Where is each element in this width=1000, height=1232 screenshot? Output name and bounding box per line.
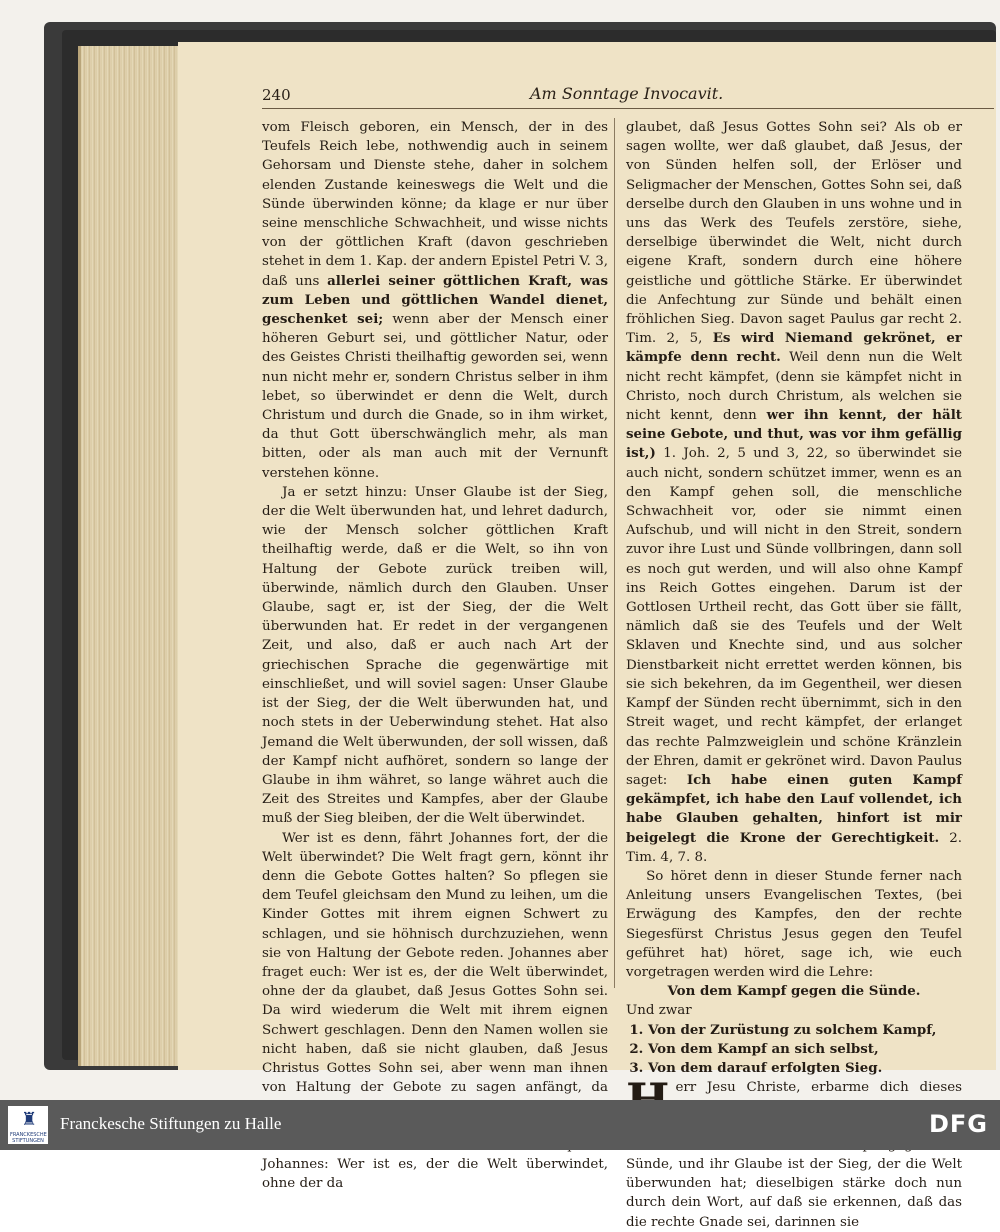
- sermon-outline: [626, 1021, 962, 1079]
- text-run: Weil denn nun die Welt nicht recht kämpfet, (denn sie kämpfet nicht in Christo, noch durch Christum, als welchen sie nicht kennt, denn: [626, 350, 962, 424]
- right-paragraph-1: [626, 118, 962, 867]
- page-edges: [78, 46, 185, 1066]
- section-heading: Von dem Kampf gegen die Sünde.: [667, 983, 921, 1000]
- left-paragraph-1: [262, 118, 608, 483]
- running-title: Am Sonntage Invocavit.: [530, 84, 724, 103]
- text-run: glaubet, daß Jesus Gottes Sohn sei? Als ob er sagen wollte, wer daß glaubet, daß Jesus, der von Sünden helfen soll, der Erlöser und Seligmacher der Menschen, Gottes Sohn sei, daß derselbe durch den Glauben in uns wohne und in uns das Werk des Teufels zerstöre, siehe, derselbige überwindet die Welt, nicht durch eigene Kraft, sondern durch eine höhere geistliche und göttliche Stärke. Er überwindet die Anfechtung zur Sünde und behält einen fröhlichen Sieg. Davon saget Paulus gar recht 2. Tim. 2, 5,: [626, 120, 962, 347]
- emphasis-run: Es wird Niemand gekrönet, er kämpfe denn recht.: [626, 330, 962, 366]
- footer-bar: [0, 1100, 1000, 1150]
- building-icon: ♜: [21, 1109, 38, 1130]
- page-number: 240: [262, 86, 291, 104]
- outline-item: 3. Von dem darauf erfolgten Sieg.: [648, 1059, 962, 1078]
- header-rule: [262, 108, 994, 109]
- text-run: 1. Joh. 2, 5 und 3, 22, so überwindet sie auch nicht, sondern schützet immer, wenn es an den Kampf gehen soll, die menschliche Schwachheit vor, oder sie nimmt einen Aufschub, und will nicht in den Streit, sondern zuvor ihre Lust und Sünde vollbringen, dann soll es noch gut werden, und will also ohne Kampf ins Reich Gottes eingehen. Darum ist der Gottlosen Urtheil recht, das Gott über sie fällt, nämlich daß sie des Teufels und der Welt Sklaven und Knechte sind, und aus solcher Dienstbarkeit nicht errettet werden können, bis sie sich bekehren, da im Gegentheil, wer diesen Kampf der Sünden recht übernimmt, sich in den Streit waget, und recht kämpfet, der erlanget das rechte Palmzweiglein und schöne Kränzlein der Ehren, damit er gekrönet wird. Davon Paulus saget:: [626, 446, 962, 788]
- text-run: 2. Tim. 4, 7. 8.: [626, 830, 962, 865]
- outline-item: 2. Von dem Kampf an sich selbst,: [648, 1040, 962, 1059]
- institution-logo[interactable]: [8, 1106, 48, 1144]
- outline-item: 1. Von der Zurüstung zu solchem Kampf,: [648, 1021, 962, 1040]
- text-run: vom Fleisch geboren, ein Mensch, der in des Teufels Reich lebe, nothwendig auch in seinem Gehorsam und Dienste stehe, daher in solchem elenden Zustande keineswegs die Welt und die Sünde überwinden könne; da klage er nur über seine menschliche Schwachheit, und wisse nichts von der göttlichen Kraft (davon geschrieben stehet in dem 1. Kap. der andern Epistel Petri V. 3, daß uns: [262, 120, 608, 289]
- institution-name: Franckesche Stiftungen zu Halle: [60, 1114, 282, 1133]
- text-run: wenn aber der Mensch einer höheren Geburt sei, und göttlicher Natur, oder des Geistes Christi theilhaftig geworden sei, wenn nun nicht mehr er, sondern Christus selber in ihm lebet, so überwindet er denn die Welt, durch Christum und durch die Gnade, so in ihm wirket, da thut Gott überschwänglich mehr, als man bitten, oder als man auch mit der Vernunft verstehen könne.: [262, 312, 608, 481]
- emphasis-run: allerlei seiner göttlichen Kraft, was zum Leben und göttlichen Wandel dienet, geschenket sei;: [262, 272, 608, 328]
- column-divider: [614, 118, 615, 988]
- left-column: [262, 118, 608, 1193]
- right-paragraph-2: So höret denn in dieser Stunde ferner nach Anleitung unsers Evangelischen Textes, (bei Erwägung des Kampfes, den der rechte Siegesfürst Christus Jesus gegen den Teufel geführet hat) höret, sage ich, wie euch vorgetragen werden wird die Lehre:: [626, 868, 962, 980]
- dfg-logo[interactable]: DFG: [928, 1110, 988, 1138]
- left-paragraph-2: Ja er setzt hinzu: Unser Glaube ist der Sieg, der die Welt überwunden hat, und lehret dadurch, wie der Mensch solcher göttlichen Kraft theilhaftig werde, daß er die Welt, so ihn von Haltung der Gebote zurück treiben will, überwinde, nämlich durch den Glauben. Unser Glaube, sagt er, ist der Sieg, der die Welt überwunden hat. Er redet in der vergangenen Zeit, und also, daß er auch nach Art der griechischen Sprache die gegenwärtige mit einschließet, und will soviel sagen: Unser Glaube ist der Sieg, der die Welt überwunden hat, und noch stets in der Ueberwindung stehet. Hat also Jemand die Welt überwunden, der soll wissen, daß der Kampf nicht aufhöret, sondern so lange der Glaube in ihm währet, so lange währet auch die Zeit des Streites und Kampfes, aber der Glaube muß der Sieg bleiben, der die Welt überwindet.: [262, 484, 608, 827]
- emphasis-run: wer ihn kennt, der hält seine Gebote, und thut, was vor ihm gefällig ist,): [626, 407, 962, 462]
- und-zwar: Und zwar: [626, 1003, 692, 1019]
- emphasis-run: Ich habe einen guten Kampf gekämpfet, ich habe den Lauf vollendet, ich habe Glauben gehalten, hinfort ist mir beigelegt die Krone der Gerechtigkeit.: [626, 771, 962, 846]
- text-run: err Jesu Christe, erbarme dich dieses Sünde, und ihr Glaube ist der Sieg, der die Welt überwunden hat; dieselbigen stärke doch nun durch dein Wort, auf daß sie erkennen, daß das die rechte Gnade sei, darinnen sie: [626, 1080, 962, 1230]
- logo-label: FRANCKESCHE STIFTUNGEN: [10, 1132, 47, 1144]
- left-paragraph-3: Wer ist es denn, fährt Johannes fort, der die Welt überwindet? Die Welt fragt gern, könnt ihr denn die Gebote Gottes halten? So pflegen sie dem Teufel gleichsam den Mund zu leihen, um die Kinder Gottes mit ihrem eignen Schwert zu schlagen, und sie höhnisch durchzuziehen, wenn sie von Haltung der Gebote reden. Johannes aber fraget euch: Wer ist es, der die Welt überwindet, ohne der da glaubet, daß Jesus Gottes Sohn sei. Da wird wiederum die Welt mit ihrem eignen Schwert geschlagen. Denn den Namen wollen sie nicht haben, daß sie nicht glauben, daß Jesus Christus Gottes Sohn sei, aber wenn man ihnen von Haltung der Gebote zu sagen anfängt, da Johannes: Wer ist es, der die Welt überwindet, ohne der da: [262, 830, 608, 1192]
- right-column: [626, 118, 962, 1232]
